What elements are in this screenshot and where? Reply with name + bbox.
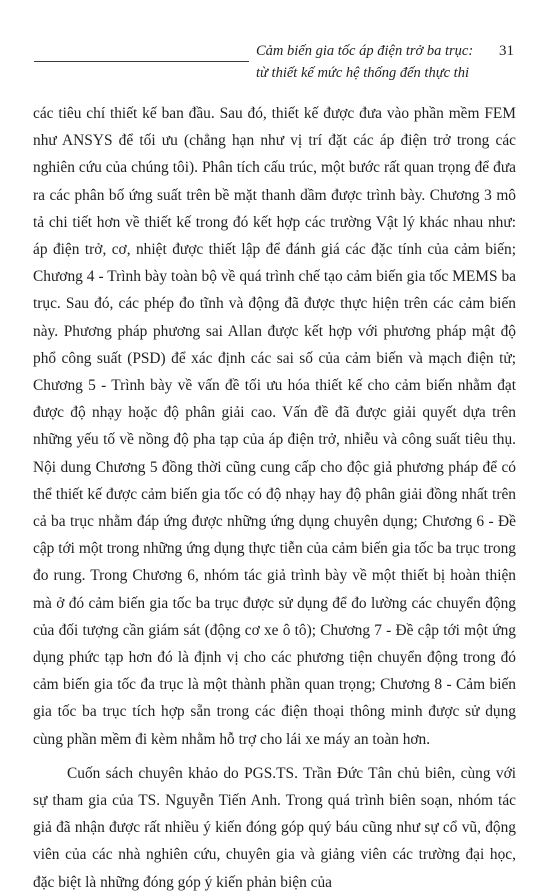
running-title: [256, 40, 496, 84]
body-paragraph-2: Cuốn sách chuyên khảo do PGS.TS. Trần Đức Tân chủ biên, cùng với sự tham gia của TS. Nguyễn Tiến Anh. Trong quá trình biên soạn, nhóm tác giả đã nhận được rất nhiều ý kiến đóng góp quý báu cũng như sự cổ vũ, động viên của các nhà nghiên cứu, chuyên gia và giảng viên các trường đại học, đặc biệt là những đóng góp ý kiến phản biện của: [33, 764, 516, 891]
body-text: [33, 100, 516, 896]
body-paragraph-1: các tiêu chí thiết kế ban đầu. Sau đó, thiết kế được đưa vào phần mềm FEM như ANSYS để tối ưu (chẳng hạn như vị trí đặt các áp điện trở trong các nghiên cứu của chúng tôi). Phân tích cấu trúc, một bước rất quan trọng để đưa ra các phân bố ứng suất trên bề mặt thanh dầm được trình bày. Chương 3 mô tả chi tiết hơn về thiết kế trong đó kết hợp các trường Vật lý khác nhau như: áp điện trở, cơ, nhiệt được thiết lập để đánh giá các đặc tính của cảm biến; Chương 4 - Trình bày toàn bộ về quá trình chế tạo cảm biến gia tốc MEMS ba trục. Sau đó, các phép đo tĩnh và động đã được thực hiện trên các cảm biến này. Phương pháp phương sai Allan được kết hợp với phương pháp mật độ phổ công suất (PSD) để xác định các sai số của cảm biến và mạch điện tử; Chương 5 - Trình bày về vấn đề tối ưu hóa thiết kế cho cảm biến nhằm đạt được độ nhạy hoặc độ phân giải cao. Vấn đề đã được giải quyết dựa trên những yếu tố về nồng độ pha tạp của áp điện trở, nhiễu và công suất tiêu thụ. Nội dung Chương 5 đồng thời cũng cung cấp cho độc giả phương pháp để có thể thiết kế được cảm biến gia tốc có độ nhạy hay độ phân giải đồng nhất trên cả ba trục nhằm đáp ứng được những ứng dụng chuyên dụng; Chương 6 - Đề cập tới một trong những ứng dụng thực tiễn của cảm biến gia tốc ba trục trong đo rung. Trong Chương 6, nhóm tác giả trình bày về một thiết bị hoàn thiện mà ở đó cảm biến gia tốc ba trục được sử dụng để đo lường các chuyển động của đối tượng cần giám sát (động cơ xe ô tô); Chương 7 - Đề cập tới một ứng dụng phức tạp hơn đó là định vị cho các phương tiện chuyển động trong đó cảm biến gia tốc đa trục là một thành phần quan trọng; Chương 8 - Cảm biến gia tốc ba trục tích hợp sẵn trong các điện thoại thông minh được sử dụng cùng phần mềm đi kèm nhằm hỗ trợ cho lái xe máy an toàn hơn.: [33, 105, 516, 748]
running-title-line-1: Cảm biến gia tốc áp điện trở ba trục:: [256, 43, 474, 59]
running-title-line-2: từ thiết kế mức hệ thống đến thực thi: [256, 65, 469, 81]
page-number: 31: [499, 43, 514, 59]
header-rule: [34, 61, 249, 62]
page-header: [0, 40, 546, 90]
